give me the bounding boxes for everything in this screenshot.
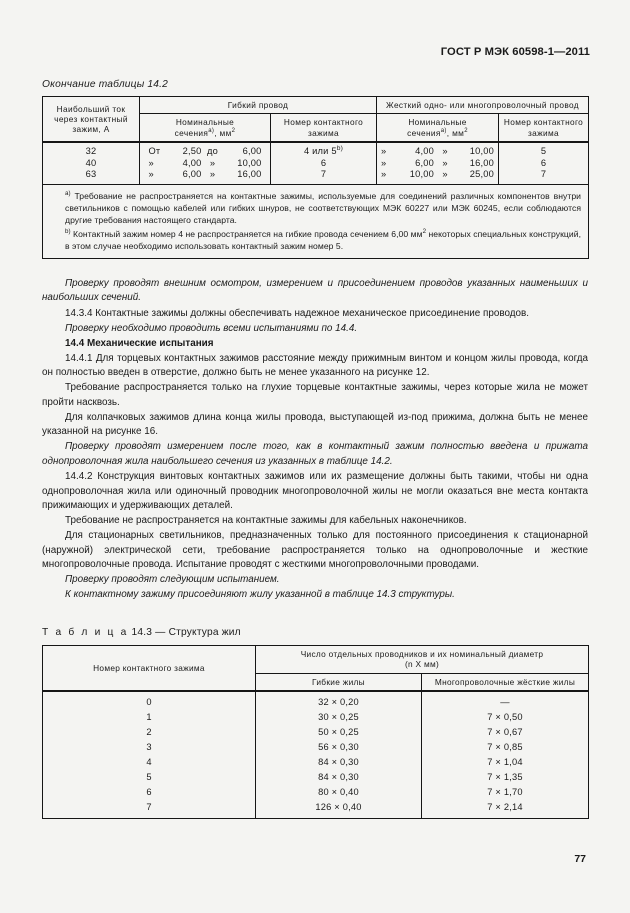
table-14-3-caption-label: Т а б л и ц а <box>42 626 129 638</box>
paragraph-cap-terminals: Для колпачковых зажимов длина конца жилы провода, выступающей из-под прижима, должна быть не менее указанной на рисунке 16. <box>42 411 588 438</box>
header-rigid-nominal-line1: Номинальные <box>408 117 467 128</box>
table-14-3-caption-title: Структура жил <box>168 626 241 638</box>
header-rigid-nominal-exp: 2 <box>464 127 468 134</box>
header-flexible-terminal <box>271 114 377 142</box>
header-rigid-terminal-line1: Номер контактного <box>503 117 584 128</box>
table-14-2-body <box>43 142 589 258</box>
table-14-2-header-row-1 <box>43 97 589 114</box>
paragraph-verification-1: Проверку проводят внешним осмотром, измерением и присоединением проводов указанных наименьших и наибольших сечений. <box>42 277 588 304</box>
header-rigid-nominal-units: , мм <box>446 127 465 138</box>
paragraph-verification-4: Проверку проводят следующим испытанием. <box>65 574 280 586</box>
terminal-row-2: 7 <box>320 169 327 180</box>
table-14-2-notes <box>43 185 588 258</box>
header-conductors-line2: (n X мм) <box>404 659 440 670</box>
header-rigid-group: Жесткий одно- или многопроволочный провод <box>377 97 589 114</box>
range-row-0: От 2,50 до 6,00 <box>148 146 262 157</box>
table-14-3-header-row-1 <box>43 645 589 673</box>
header-flexible-sections <box>140 114 271 142</box>
table-14-3-caption-dash: — <box>155 626 166 638</box>
paragraph-14-3-4: 14.3.4 Контактные зажимы должны обеспечивать надежное механическое присоединение проводов. <box>65 307 530 319</box>
paragraph-verification-2: Проверку необходимо проводить всеми испытаниями по 14.4. <box>65 322 358 334</box>
cell-rigid-sections <box>377 142 499 184</box>
header-nominal-line2: сечения <box>174 127 209 138</box>
cell-flexible-sections <box>140 142 271 184</box>
rigid-terminal-row-0: 5 <box>540 146 547 157</box>
note-b: $^{b)}$ Контактный зажим номер 4 не распространяется на гибкие провода сечением 6,00 $мм^2$ некоторых специальных конструкций, в этом случае необходимо использовать контактный зажим номер 5. <box>65 227 582 251</box>
header-current: Наибольший ток через контактный зажим, А <box>43 97 140 143</box>
table-14-2-head <box>43 97 589 143</box>
table-14-2-caption: Окончание таблицы 14.2 <box>42 79 169 90</box>
paragraph-verification-3: Проверку проводят измерением после того, как в контактный зажим полностью введена и прижата однопроволочная жила наибольшего сечения из указанных в таблице 14.2. <box>42 441 588 467</box>
range-row-1: » 4,00 » 10,00 <box>148 157 262 168</box>
paragraph-fixed-luminaires: Для стационарных светильников, предназначенных только для постоянного присоединения к стационарной (наружной) электрической сети, требование распространяется только на однопроволочные и жесткие многопроволочные провода. Испытание проводят с жесткими многопроволочными проводами. <box>42 530 588 571</box>
table-row <box>43 142 589 184</box>
header-flexible-cores: Гибкие жилы <box>256 673 422 691</box>
table-14-3-caption-number: 14.3 <box>131 626 153 638</box>
header-terminal-line2: зажима <box>307 127 340 138</box>
table-14-2 <box>42 96 589 259</box>
cell-rigid-values: — 7 × 0,50 7 × 0,67 7 × 0,85 7 × 1,04 7 × 1,35 7 × 1,70 7 × 2,14 <box>422 691 589 819</box>
header-terminal-line1: Номер контактного <box>283 117 364 128</box>
terminal-row-1: 6 <box>320 157 327 168</box>
body-text-block <box>42 277 588 603</box>
header-rigid-cores: Многопроволочные жёсткие жилы <box>422 673 589 691</box>
header-nominal-exp: 2 <box>231 127 236 134</box>
header-rigid-sections <box>377 114 499 142</box>
cell-rigid-terminal <box>499 142 589 184</box>
paragraph-conductor-structure: К контактному зажиму присоединяют жилу указанной в таблице 14.3 структуры. <box>65 589 455 601</box>
header-terminal-number: Номер контактного зажима <box>43 645 256 691</box>
paragraph-14-4-1: 14.4.1 Для торцевых контактных зажимов расстояние между прижимным винтом и концом жилы провода, когда он полностью введен в отверстие, должно быть не менее указанного на рисунке 12. <box>42 352 588 379</box>
table-14-3-head <box>43 645 589 691</box>
header-rigid-nominal-note-a: a) <box>440 127 447 134</box>
header-nominal-units: , мм <box>214 127 232 138</box>
header-flexible-group: Гибкий провод <box>140 97 377 114</box>
header-rigid-terminal-line2: зажима <box>528 127 560 138</box>
rigid-terminal-row-1: 6 <box>540 157 547 168</box>
header-rigid-nominal-line2: сечения <box>407 127 441 138</box>
note-a: $^{a)}$ Требование не распространяется на контактные зажимы, используемые для соединений различных компонентов внутри светильников с помощью кабелей или гибких шнуров, не соответствующих МЭК 60227 или МЭК 60245, если соблюдаются другие требования настоящего стандарта. <box>65 190 582 226</box>
cell-current: 32 40 63 <box>43 142 140 184</box>
range-row-2: » 6,00 » 16,00 <box>148 169 262 180</box>
paragraph-14-4-2: 14.4.2 Конструкция винтовых контактных зажимов или их размещение должны быть такими, чтобы ни одна однопроволочная жила или одиночный проводник многопроволочной жилы не могли оказаться вне места контакта прижимающих и удерживающих деталей. <box>42 471 588 512</box>
page-number: 77 <box>574 853 586 865</box>
header-rigid-terminal <box>499 114 589 142</box>
heading-14-4: 14.4 Механические испытания <box>65 337 214 349</box>
header-conductors-group <box>256 645 589 673</box>
rigid-range-row-0: » 4,00 » 10,00 <box>381 146 495 157</box>
table-14-3-caption <box>42 627 588 638</box>
header-conductors-line1: Число отдельных проводников и их номинальный диаметр <box>300 648 544 659</box>
cell-terminal-numbers: 0 1 2 3 4 5 6 7 <box>43 691 256 819</box>
standard-header: ГОСТ Р МЭК 60598-1—2011 <box>440 46 590 58</box>
table-14-3 <box>42 645 589 819</box>
header-nominal-note-a: a) <box>208 127 215 134</box>
rigid-terminal-row-2: 7 <box>540 169 547 180</box>
rigid-range-row-2: » 10,00 » 25,00 <box>381 169 495 180</box>
cell-flexible-values: 32 × 0,20 30 × 0,25 50 × 0,25 56 × 0,30 84 × 0,30 84 × 0,30 80 × 0,40 126 × 0,40 <box>256 691 422 819</box>
paragraph-requirement-2: Требование не распространяется на контактные зажимы для кабельных наконечников. <box>65 515 467 527</box>
table-row <box>43 691 589 819</box>
terminal-row-0: 4 или 5$^{b)}$ <box>303 144 344 157</box>
rigid-range-row-1: » 6,00 » 16,00 <box>381 157 495 168</box>
table-14-2-notes-row <box>43 184 589 258</box>
header-nominal-line1: Номинальные <box>175 117 235 128</box>
paragraph-requirement-1: Требование распространяется только на глухие торцевые контактные зажимы, через которые жила не может пройти насквозь. <box>42 382 588 408</box>
table-14-2-notes-cell <box>43 184 589 258</box>
cell-flexible-terminal <box>271 142 377 184</box>
table-14-3-body <box>43 691 589 819</box>
